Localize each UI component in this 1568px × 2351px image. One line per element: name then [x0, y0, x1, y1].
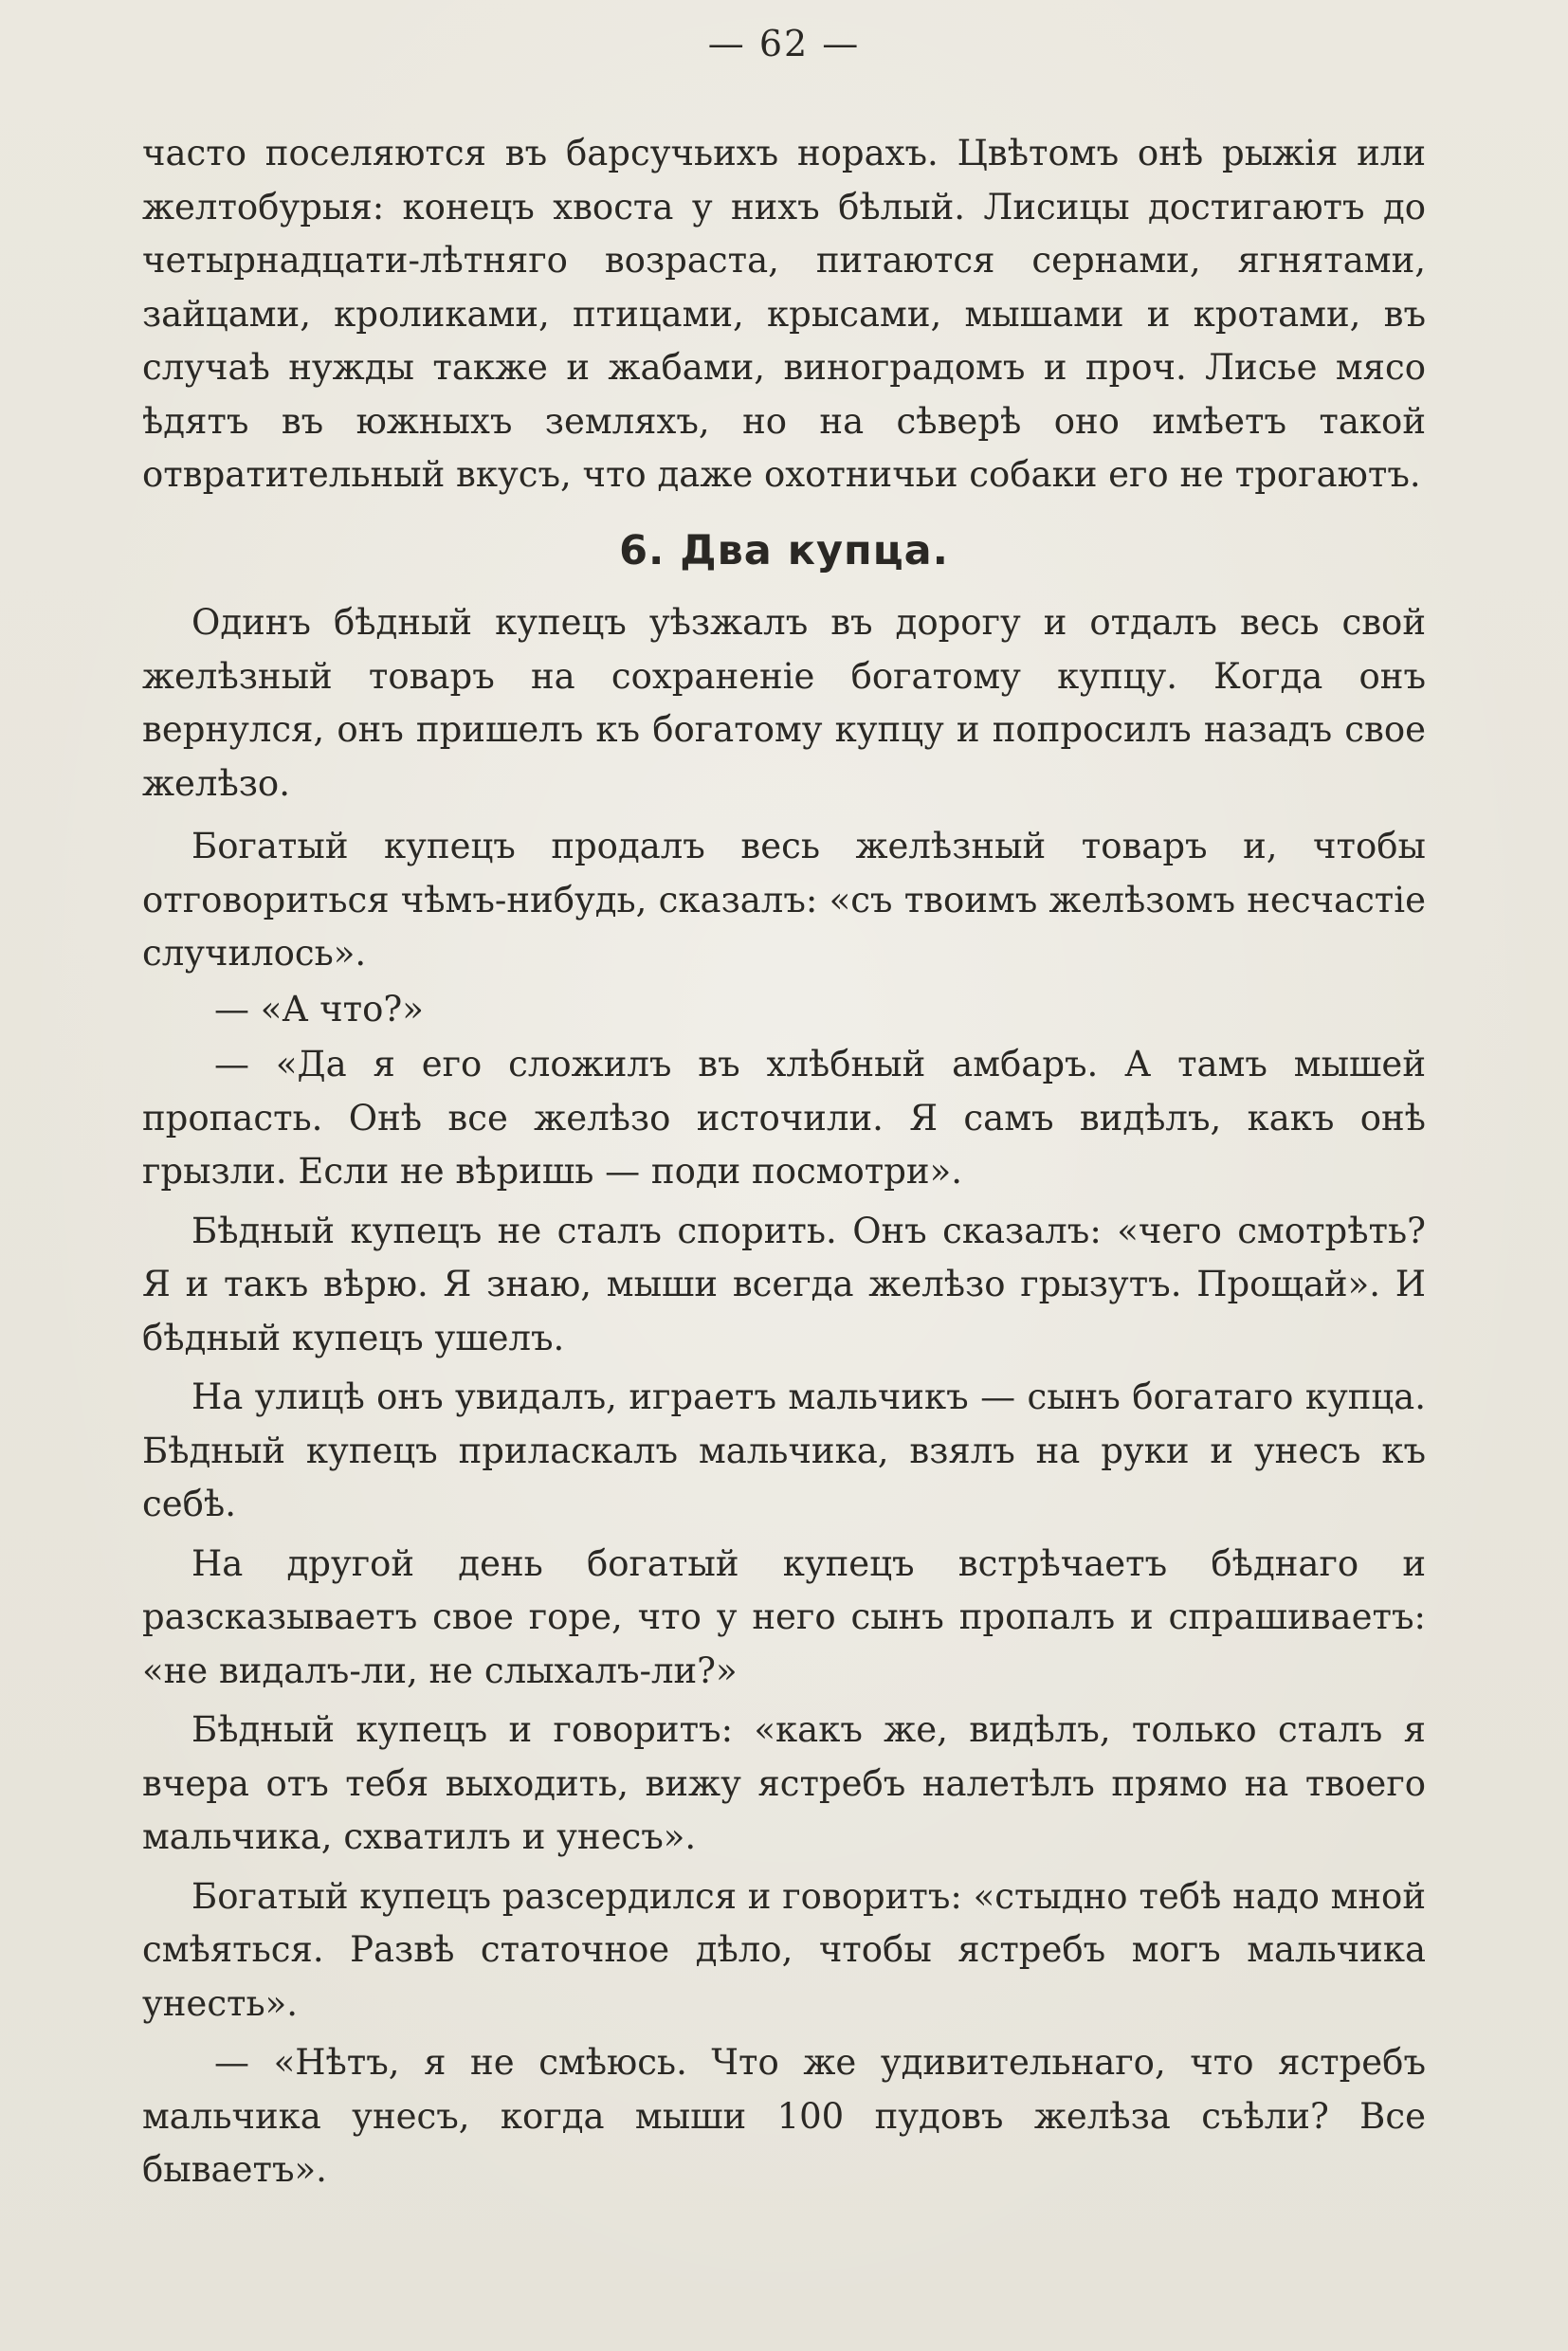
- story-paragraph: Богатый купецъ продалъ весь желѣзный товаръ и, чтобы отговориться чѣмъ-нибудь, сказалъ: «съ твоимъ желѣзомъ несчастіе случилось».: [142, 826, 1426, 974]
- story-paragraph: Одинъ бѣдный купецъ уѣзжалъ въ дорогу и отдалъ весь свой желѣзный товаръ на сохраненіе богатому купцу. Когда онъ вернулся, онъ пришелъ къ богатому купцу и попросилъ назадъ свое желѣзо.: [142, 602, 1426, 804]
- page-number: — 62 —: [707, 23, 861, 64]
- story-dialogue-line: — «А что?»: [214, 988, 424, 1030]
- story-dialogue-line: — «Нѣтъ, я не смѣюсь. Что же удивительнаго, что ястребъ мальчика унесъ, когда мыши 100 пудовъ желѣза съѣли? Все бываетъ».: [142, 2042, 1426, 2190]
- story-paragraph: Бѣдный купецъ и говоритъ: «какъ же, видѣлъ, только сталъ я вчера отъ тебя выходить, вижу ястребъ налетѣлъ прямо на твоего мальчика, схватилъ и унесъ».: [142, 1709, 1426, 1857]
- section-title: 6. Два купца.: [619, 527, 949, 574]
- story-paragraph: На другой день богатый купецъ встрѣчаетъ бѣднаго и разсказываетъ свое горе, что у него сынъ пропалъ и спрашиваетъ: «не видалъ-ли, не слыхалъ-ли?»: [142, 1542, 1426, 1691]
- intro-text-block: [142, 127, 1426, 502]
- story-text-block: [142, 596, 1426, 2197]
- story-dialogue-line: — «Да я его сложилъ въ хлѣбный амбаръ. А тамъ мышей пропасть. Онѣ все желѣзо источили. Я самъ видѣлъ, какъ онѣ грызли. Если не вѣришь — поди посмотри».: [142, 1044, 1426, 1192]
- story-paragraph: На улицѣ онъ увидалъ, играетъ мальчикъ — сынъ богатаго купца. Бѣдный купецъ приласкалъ мальчика, взялъ на руки и унесъ къ себѣ.: [142, 1376, 1426, 1524]
- story-paragraph: Богатый купецъ разсердился и говоритъ: «стыдно тебѣ надо мной смѣяться. Развѣ статочное дѣло, чтобы ястребъ могъ мальчика унесть».: [142, 1875, 1426, 2024]
- intro-paragraph: часто поселяются въ барсучьихъ норахъ. Цвѣтомъ онѣ рыжія или желтобурыя: конецъ хвоста у нихъ бѣлый. Лисицы достигаютъ до четырнадцати-лѣтняго возраста, питаются сернами, ягнятами, зайцами, кроликами, птицами, крысами, мышами и кротами, въ случаѣ нужды также и жабами, виноградомъ и проч. Лисье мясо ѣдятъ въ южныхъ земляхъ, но на сѣверѣ оно имѣетъ такой отвратительный вкусъ, что даже охотничьи собаки его не трогаютъ.: [142, 133, 1426, 495]
- story-paragraph: Бѣдный купецъ не сталъ спорить. Онъ сказалъ: «чего смотрѣть? Я и такъ вѣрю. Я знаю, мыши всегда желѣзо грызутъ. Прощай». И бѣдный купецъ ушелъ.: [142, 1210, 1426, 1358]
